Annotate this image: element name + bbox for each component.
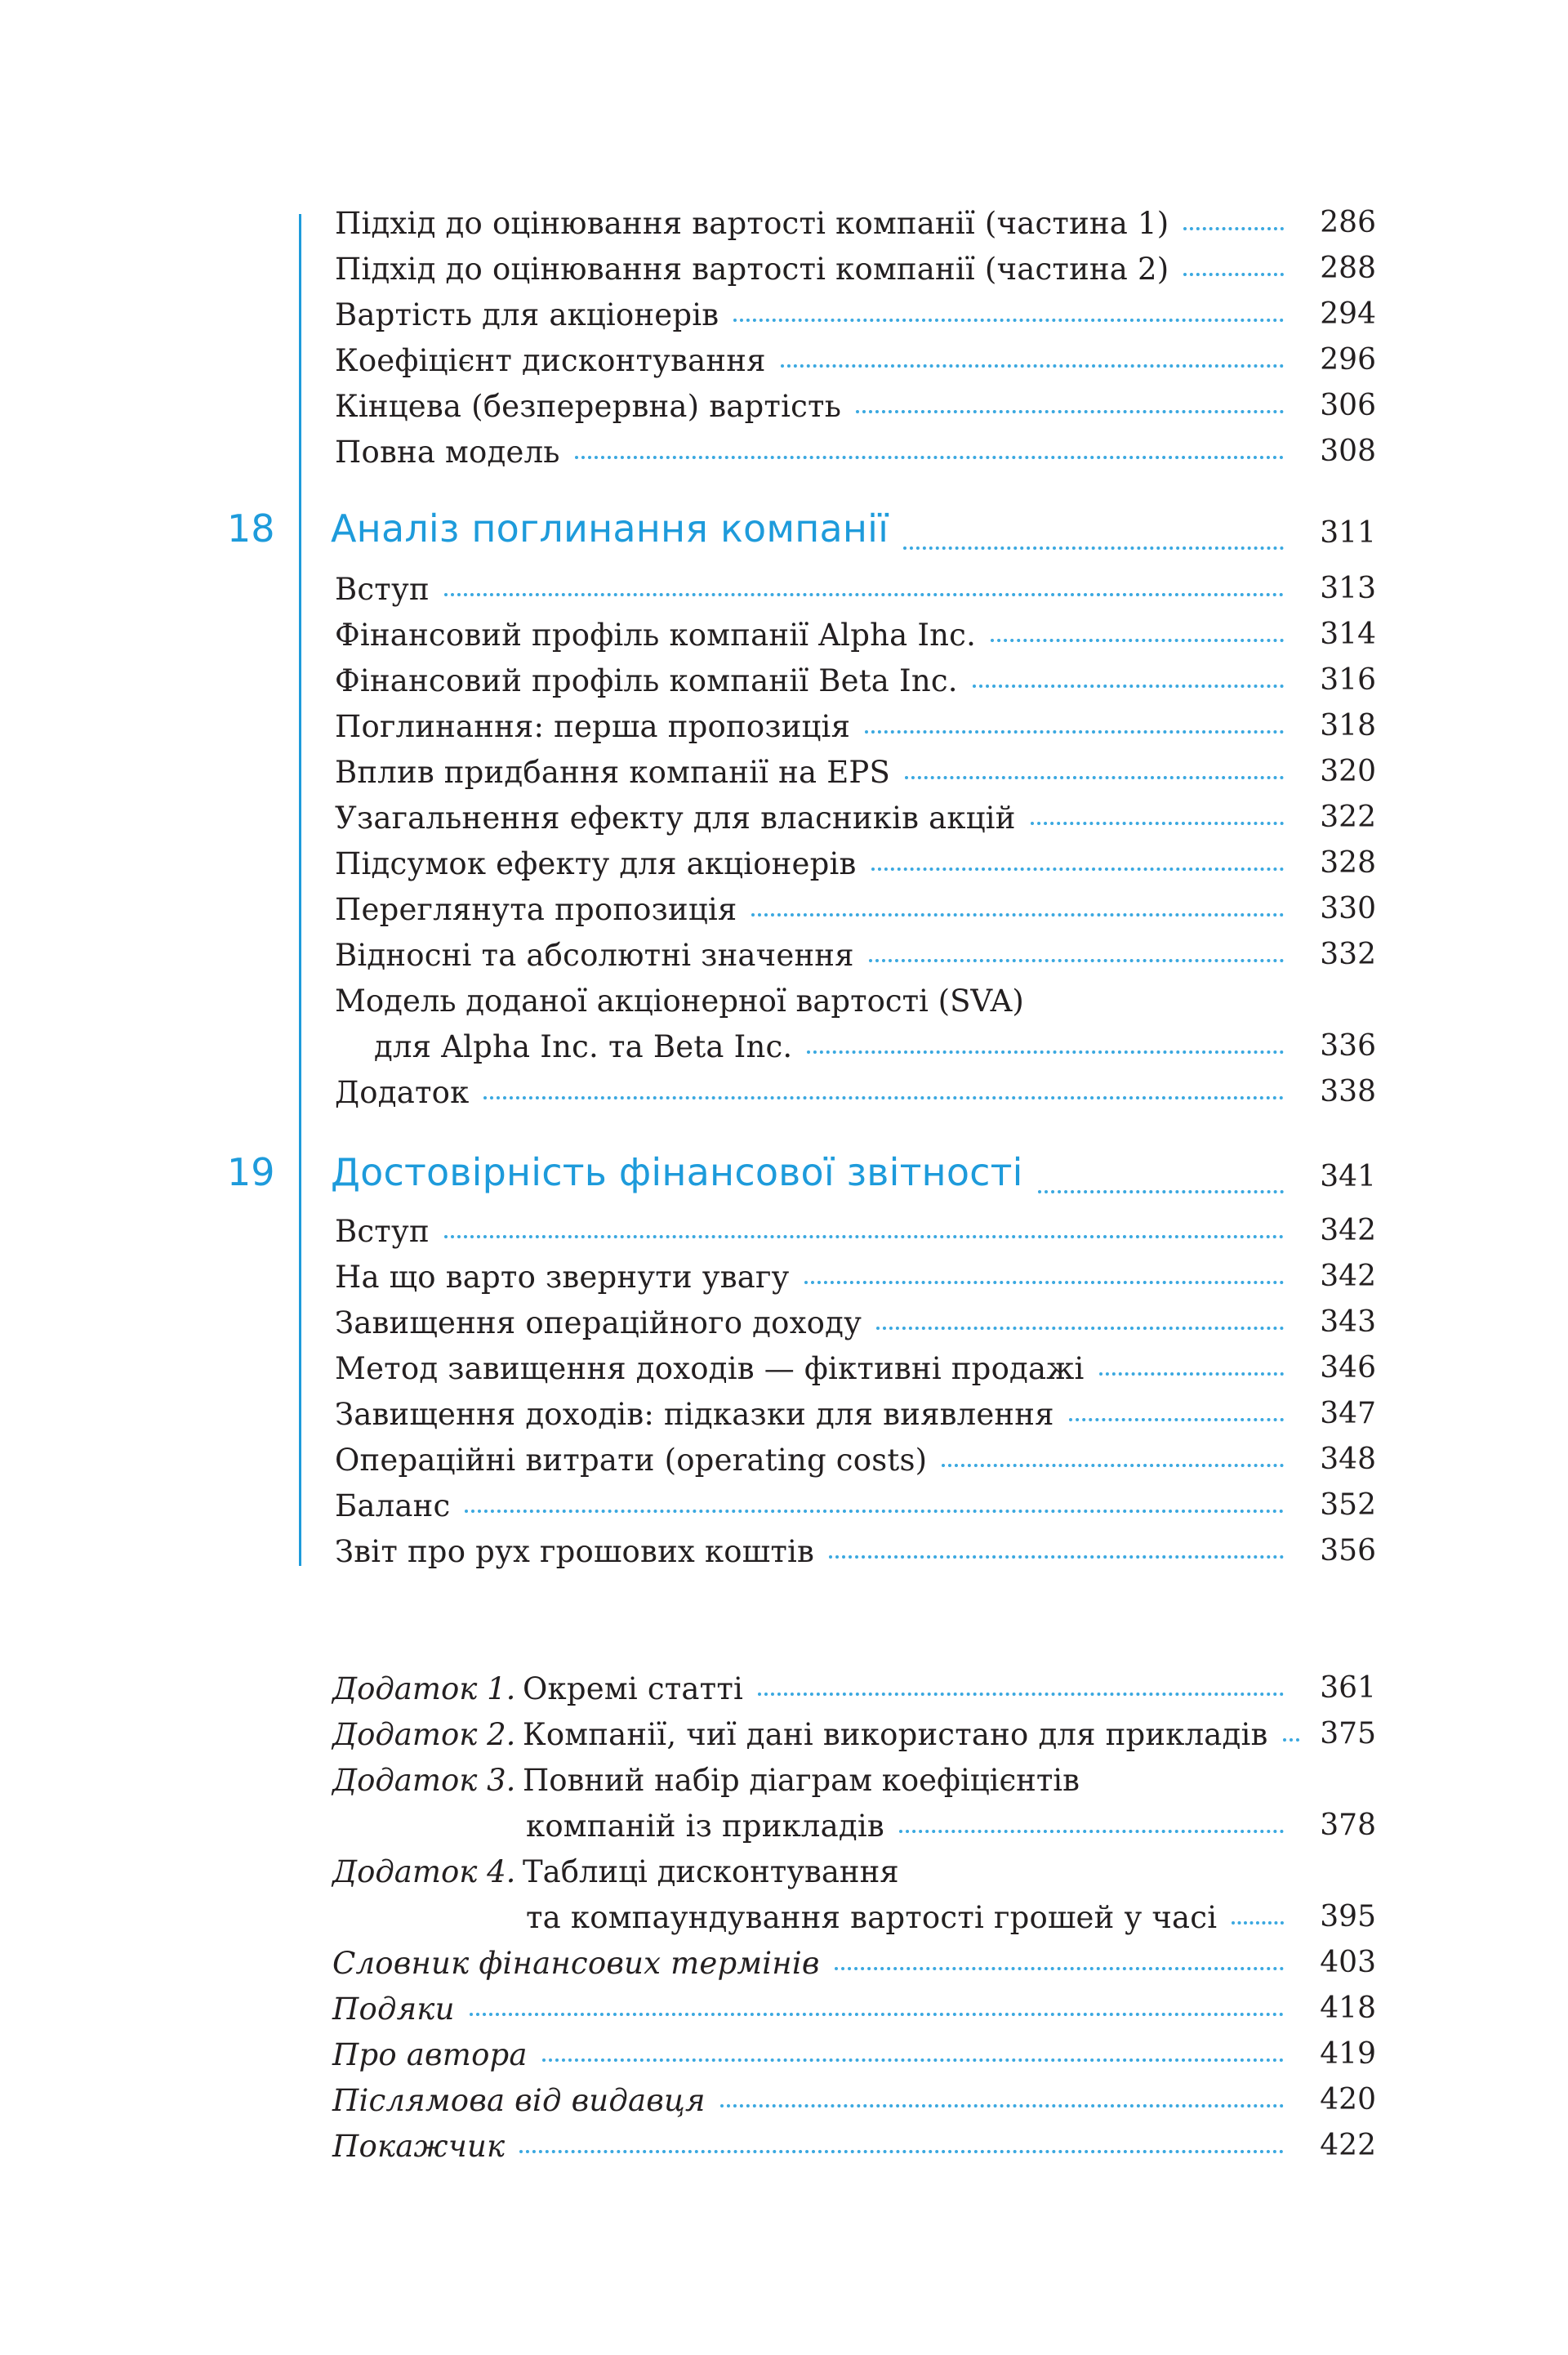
entry-title: Додаток — [335, 1075, 470, 1110]
page-number: 330 — [1320, 892, 1376, 925]
page-number: 296 — [1320, 343, 1376, 377]
toc-entry[interactable] — [0, 663, 1568, 709]
dot-leader — [856, 408, 1284, 413]
page-number: 342 — [1320, 1260, 1376, 1293]
page-number: 316 — [1320, 663, 1376, 697]
entry-title: Повна модель — [335, 435, 560, 470]
dot-leader — [542, 2057, 1284, 2062]
page-number: 336 — [1320, 1029, 1376, 1063]
entry-title: Підхід до оцінювання вартості компанії (частина 2) — [335, 252, 1169, 287]
back-matter-entry[interactable] — [0, 1991, 1568, 2037]
page-number: 347 — [1320, 1397, 1376, 1430]
toc-entry[interactable] — [0, 618, 1568, 663]
dot-leader — [720, 2103, 1284, 2107]
toc-entry[interactable] — [0, 572, 1568, 618]
page-number: 306 — [1320, 389, 1376, 422]
dot-leader — [973, 683, 1284, 688]
dot-leader — [991, 637, 1284, 642]
toc-entry[interactable] — [0, 755, 1568, 801]
page-number: 332 — [1320, 938, 1376, 971]
back-matter-entry[interactable] — [0, 2037, 1568, 2083]
page-number: 288 — [1320, 252, 1376, 285]
appendix-label: Додаток 1. — [332, 1671, 516, 1706]
dot-leader — [1183, 225, 1284, 230]
dot-leader — [781, 363, 1284, 368]
toc-entry[interactable] — [0, 1397, 1568, 1443]
dot-leader — [1069, 1416, 1284, 1421]
entry-title: Узагальнення ефекту для власників акцій — [335, 801, 1016, 836]
dot-leader — [899, 1828, 1284, 1833]
appendix-entry[interactable] — [0, 1763, 1568, 1854]
toc-entry[interactable] — [0, 801, 1568, 846]
entry-title-line1: Модель доданої акціонерної вартості (SVA) — [335, 983, 1024, 1019]
entry-title: Переглянута пропозиція — [335, 892, 737, 927]
dot-leader — [465, 1508, 1284, 1513]
entry-title: Завищення доходів: підказки для виявлення — [335, 1397, 1054, 1432]
entry-title: Покажчик — [332, 2129, 506, 2164]
toc-entry[interactable] — [0, 435, 1568, 480]
page-number: 343 — [1320, 1305, 1376, 1339]
entry-title-line2: для Alpha Inc. та Beta Inc. — [374, 1029, 793, 1064]
toc-entry[interactable] — [0, 1075, 1568, 1121]
page-number: 320 — [1320, 755, 1376, 788]
toc-entry[interactable] — [0, 389, 1568, 435]
dot-leader — [804, 1279, 1284, 1284]
entry-title: Фінансовий профіль компанії Beta Inc. — [335, 663, 958, 698]
dot-leader — [1283, 1737, 1299, 1742]
dot-leader — [835, 1965, 1284, 1970]
page-number: 419 — [1320, 2037, 1376, 2071]
page-number: 395 — [1320, 1900, 1376, 1934]
entry-title: Вступ — [335, 572, 430, 607]
dot-leader — [829, 1554, 1284, 1559]
toc-entry[interactable] — [0, 1351, 1568, 1397]
toc-entry[interactable] — [0, 709, 1568, 755]
toc-entry[interactable] — [0, 938, 1568, 983]
dot-leader — [869, 957, 1284, 962]
dot-leader — [905, 774, 1284, 779]
page-number: 348 — [1320, 1443, 1376, 1476]
page-number: 286 — [1320, 206, 1376, 239]
page-number: 322 — [1320, 801, 1376, 834]
toc-entry[interactable] — [0, 846, 1568, 892]
toc-entry-multiline[interactable] — [0, 983, 1568, 1075]
entry-title: Відносні та абсолютні значення — [335, 938, 854, 973]
entry-title: Поглинання: перша пропозиція — [335, 709, 851, 744]
chapter-heading-18[interactable] — [0, 506, 1568, 564]
page-number: 420 — [1320, 2083, 1376, 2116]
dot-leader — [575, 454, 1284, 459]
appendix-entry[interactable] — [0, 1671, 1568, 1717]
dot-leader — [444, 591, 1284, 596]
toc-entry[interactable] — [0, 1488, 1568, 1534]
appendix-entry[interactable] — [0, 1717, 1568, 1763]
dot-leader — [876, 1325, 1284, 1330]
toc-entry[interactable] — [0, 892, 1568, 938]
entry-title: Компанії, чиї дані використано для прикладів — [523, 1717, 1268, 1752]
dot-leader — [483, 1095, 1284, 1099]
dot-leader — [733, 317, 1284, 322]
page-number: 338 — [1320, 1075, 1376, 1108]
page-number: 328 — [1320, 846, 1376, 880]
entry-title: Звіт про рух грошових коштів — [335, 1534, 815, 1569]
dot-leader — [1183, 271, 1284, 276]
page-number: 342 — [1320, 1214, 1376, 1247]
page-number: 418 — [1320, 1991, 1376, 2025]
toc-entry[interactable] — [0, 1214, 1568, 1260]
page-number: 352 — [1320, 1488, 1376, 1522]
entry-title: Вартість для акціонерів — [335, 297, 719, 332]
page-number: 356 — [1320, 1534, 1376, 1568]
entry-title: Завищення операційного доходу — [335, 1305, 862, 1340]
toc-entry[interactable] — [0, 1443, 1568, 1488]
dot-leader — [519, 2148, 1284, 2153]
toc-entry[interactable] — [0, 343, 1568, 389]
entry-title-line2: та компаундування вартості грошей у часі — [526, 1900, 1218, 1935]
dot-leader — [865, 729, 1284, 734]
dot-leader — [758, 1691, 1284, 1696]
entry-title: Баланс — [335, 1488, 451, 1523]
entry-title: Окремі статті — [523, 1671, 744, 1706]
entry-title: Метод завищення доходів — фіктивні продажі — [335, 1351, 1085, 1386]
dot-leader — [871, 866, 1284, 871]
chapter-title: Достовірність фінансової звітності — [331, 1150, 1023, 1194]
entry-title-line1: Повний набір діаграм коефіцієнтів — [523, 1763, 1080, 1798]
entry-title-line1: Таблиці дисконтування — [523, 1854, 899, 1889]
page-number: 361 — [1320, 1671, 1376, 1705]
page-number: 311 — [1320, 516, 1376, 550]
entry-title: Кінцева (безперервна) вартість — [335, 389, 842, 424]
toc-entry[interactable] — [0, 206, 1568, 252]
appendix-label: Додаток 2. — [332, 1717, 516, 1752]
appendix-entry[interactable] — [0, 1854, 1568, 1946]
page-number: 403 — [1320, 1946, 1376, 1979]
page-number: 375 — [1320, 1717, 1376, 1751]
entry-title: Подяки — [332, 1991, 455, 2027]
back-matter-entry[interactable] — [0, 2129, 1568, 2174]
page-number: 313 — [1320, 572, 1376, 605]
entry-title: Фінансовий профіль компанії Alpha Inc. — [335, 618, 977, 653]
page-number: 341 — [1320, 1160, 1376, 1193]
page-number: 318 — [1320, 709, 1376, 743]
back-matter-entry[interactable] — [0, 1946, 1568, 1991]
page-number: 294 — [1320, 297, 1376, 331]
page-number: 346 — [1320, 1351, 1376, 1385]
dot-leader — [751, 912, 1284, 917]
entry-title: Вступ — [335, 1214, 430, 1249]
dot-leader — [807, 1049, 1284, 1054]
chapter-title: Аналіз поглинання компанії — [331, 506, 889, 551]
entry-title: Підсумок ефекту для акціонерів — [335, 846, 857, 881]
appendix-label: Додаток 3. — [332, 1763, 516, 1798]
entry-title-line2: компаній із прикладів — [526, 1809, 884, 1844]
dot-leader — [1099, 1371, 1284, 1376]
back-matter-entry[interactable] — [0, 2083, 1568, 2129]
entry-title: На що варто звернути увагу — [335, 1260, 790, 1295]
entry-title: Про автора — [332, 2037, 528, 2072]
dot-leader — [903, 545, 1284, 550]
entry-title: Операційні витрати (operating costs) — [335, 1443, 928, 1478]
entry-title: Підхід до оцінювання вартості компанії (частина 1) — [335, 206, 1169, 241]
page-number: 422 — [1320, 2129, 1376, 2162]
toc-entry[interactable] — [0, 252, 1568, 297]
dot-leader — [1031, 820, 1284, 825]
entry-title: Коефіцієнт дисконтування — [335, 343, 766, 378]
dot-leader — [1038, 1189, 1284, 1193]
toc-entry[interactable] — [0, 1305, 1568, 1351]
chapter-number: 18 — [227, 506, 275, 551]
dot-leader — [942, 1462, 1284, 1467]
entry-title: Словник фінансових термінів — [332, 1946, 820, 1981]
toc-entry[interactable] — [0, 1534, 1568, 1580]
entry-title: Післямова від видавця — [332, 2083, 706, 2118]
dot-leader — [1232, 1920, 1284, 1925]
toc-entry[interactable] — [0, 1260, 1568, 1305]
chapter-heading-19[interactable] — [0, 1150, 1568, 1207]
page-number: 308 — [1320, 435, 1376, 468]
toc-entry[interactable] — [0, 297, 1568, 343]
entry-title: Вплив придбання компанії на EPS — [335, 755, 891, 790]
page-number: 314 — [1320, 618, 1376, 651]
dot-leader — [444, 1233, 1284, 1238]
appendix-label: Додаток 4. — [332, 1854, 516, 1889]
dot-leader — [470, 2011, 1284, 2016]
page-number: 378 — [1320, 1809, 1376, 1842]
chapter-number: 19 — [227, 1150, 275, 1194]
